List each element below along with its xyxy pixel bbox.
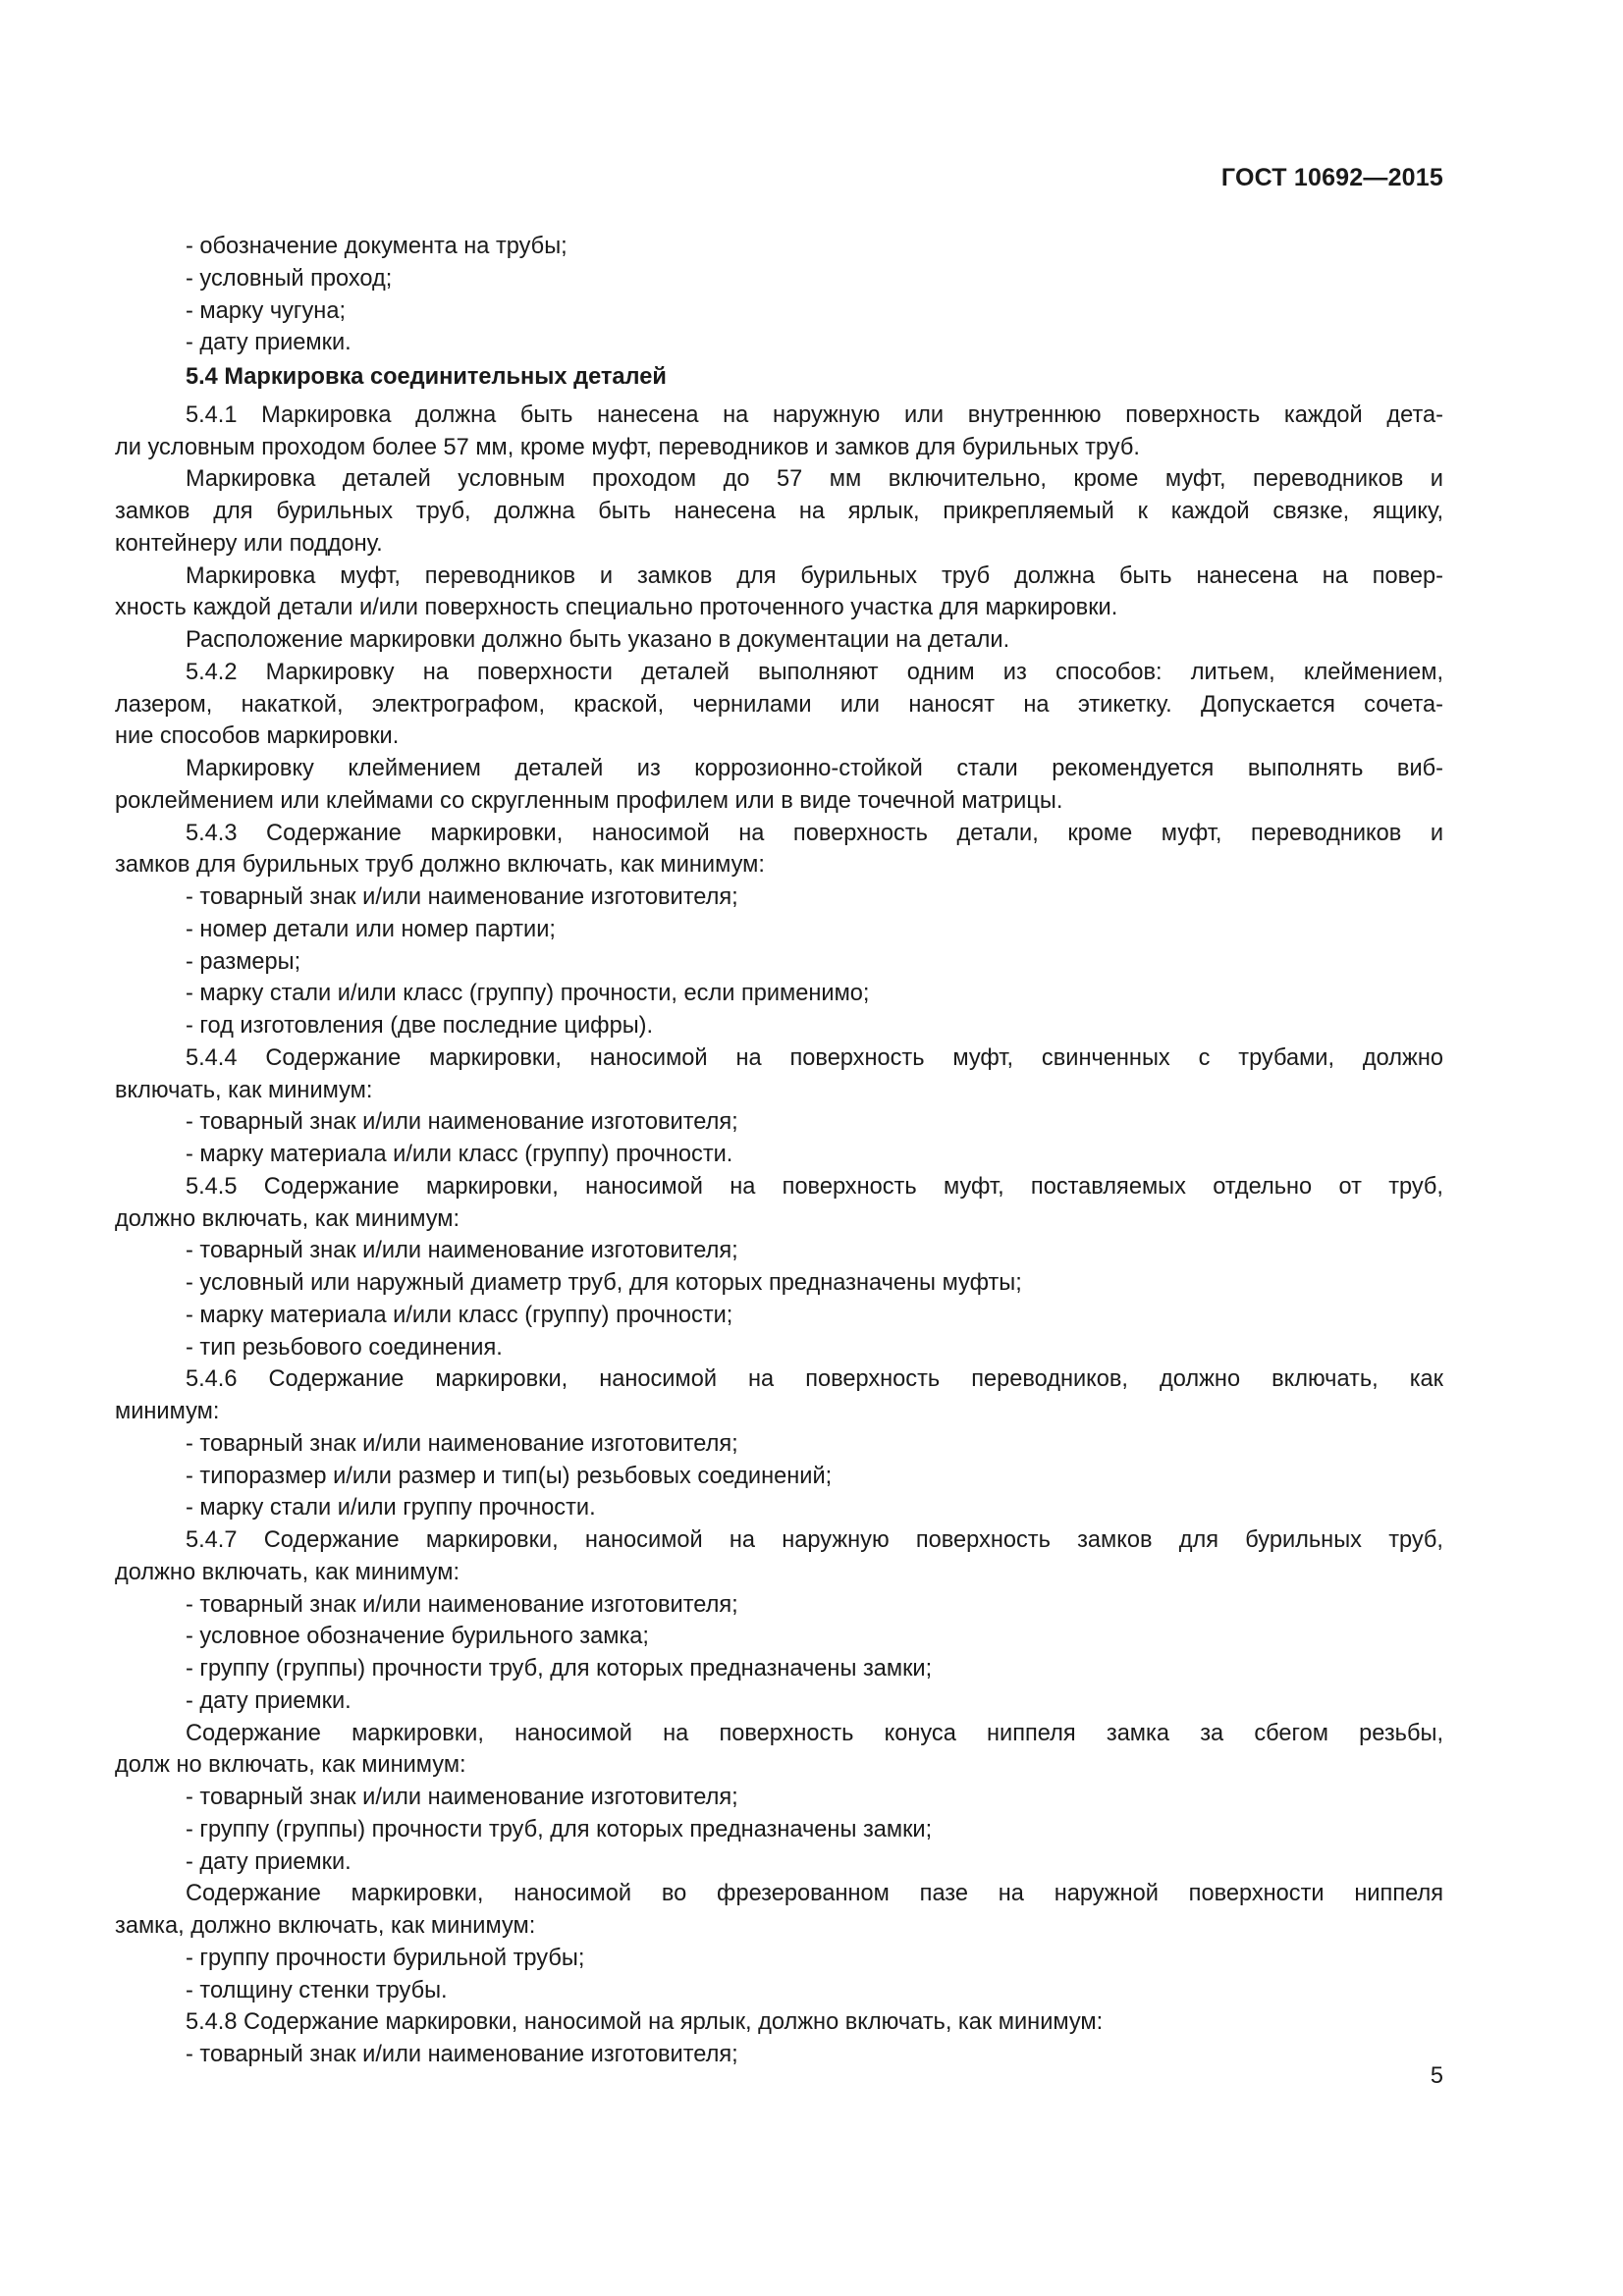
list-item: - обозначение документа на трубы; xyxy=(186,234,568,259)
list-item: - год изготовления (две последние цифры). xyxy=(186,1013,654,1039)
text-line: Расположение маркировки должно быть указано в документации на детали. xyxy=(186,627,1010,653)
list-item: - марку стали и/или группу прочности. xyxy=(186,1495,596,1522)
list-item: - товарный знак и/или наименование изготовителя; xyxy=(186,2042,738,2067)
section-text xyxy=(115,400,1443,2071)
text-line: 5.4.6 Содержание маркировки, наносимой на поверхность переводников, должно включать, как xyxy=(186,1366,1443,1393)
text-line: включать, как минимум: xyxy=(115,1077,373,1103)
text-line: 5.4.7 Содержание маркировки, наносимой на наружную поверхность замков для бурильных труб, xyxy=(186,1527,1443,1553)
text-line: Маркировку клеймением деталей из коррозионно-стойкой стали рекомендуется выполнять виб- xyxy=(186,756,1443,781)
text-line: 5.4.4 Содержание маркировки, наносимой на поверхность муфт, свинченных с трубами, должно xyxy=(186,1044,1443,1071)
document-body xyxy=(115,231,1443,2071)
text-line: контейнеру или поддону. xyxy=(115,530,383,557)
text-line: замков для бурильных труб, должна быть нанесена на ярлык, прикрепляемый к каждой связке, ящику, xyxy=(115,499,1443,524)
text-line: 5.4.1 Маркировка должна быть нанесена на наружную или внутреннюю поверхность каждой дета- xyxy=(186,401,1443,428)
text-line: долж но включать, как минимум: xyxy=(115,1752,466,1779)
list-item: - марку материала и/или класс (группу) прочности. xyxy=(186,1142,733,1167)
list-item: - марку материала и/или класс (группу) прочности; xyxy=(186,1302,733,1328)
list-item: - товарный знак и/или наименование изготовителя; xyxy=(186,1430,738,1457)
text-line: минимум: xyxy=(115,1399,220,1424)
list-item: - дату приемки. xyxy=(186,1848,352,1875)
text-line: лазером, накаткой, электрографом, краской, чернилами или наносят на этикетку. Допускается сочета- xyxy=(115,691,1443,718)
list-item: - размеры; xyxy=(186,948,301,975)
text-line: замков для бурильных труб должно включать, как минимум: xyxy=(115,852,765,879)
list-item: - марку стали и/или класс (группу) прочности, если применимо; xyxy=(186,981,870,1007)
text-line: 5.4.2 Маркировку на поверхности деталей выполняют одним из способов: литьем, клеймением, xyxy=(186,659,1443,685)
list-item: - дату приемки. xyxy=(186,1687,352,1714)
list-item: - товарный знак и/или наименование изготовителя; xyxy=(186,1591,738,1618)
list-item: - условный проход; xyxy=(186,265,393,292)
text-line: 5.4.8 Содержание маркировки, наносимой на ярлык, должно включать, как минимум: xyxy=(186,2009,1104,2036)
list-item: - типоразмер и/или размер и тип(ы) резьбовых соединений; xyxy=(186,1463,833,1489)
list-item: - группу прочности бурильной трубы; xyxy=(186,1945,585,1971)
section-heading: 5.4 Маркировка соединительных деталей xyxy=(186,364,667,390)
list-item: - толщину стенки трубы. xyxy=(186,1977,448,2003)
list-item: - товарный знак и/или наименование изготовителя; xyxy=(186,884,738,910)
text-line: 5.4.5 Содержание маркировки, наносимой на поверхность муфт, поставляемых отдельно от труб, xyxy=(186,1173,1443,1200)
text-line: ние способов маркировки. xyxy=(115,723,400,750)
text-line: Содержание маркировки, наносимой во фрезерованном пазе на наружной поверхности ниппеля xyxy=(186,1881,1443,1907)
list-item: - марку чугуна; xyxy=(186,297,347,324)
text-line: должно включать, как минимум: xyxy=(115,1559,460,1585)
text-line: Маркировка муфт, переводников и замков для бурильных труб должна быть нанесена на повер- xyxy=(186,562,1443,589)
list-item: - товарный знак и/или наименование изготовителя; xyxy=(186,1238,738,1264)
text-line: должно включать, как минимум: xyxy=(115,1205,460,1232)
list-item: - тип резьбового соединения. xyxy=(186,1334,503,1361)
text-line: роклеймением или клеймами со скругленным профилем или в виде точечной матрицы. xyxy=(115,787,1063,814)
list-item: - условное обозначение бурильного замка; xyxy=(186,1624,649,1650)
text-line: Содержание маркировки, наносимой на поверхность конуса ниппеля замка за сбегом резьбы, xyxy=(186,1720,1443,1746)
list-item: - товарный знак и/или наименование изготовителя; xyxy=(186,1785,738,1810)
list-item: - группу (группы) прочности труб, для которых предназначены замки; xyxy=(186,1816,933,1842)
list-item: - группу (группы) прочности труб, для которых предназначены замки; xyxy=(186,1656,933,1682)
text-line: ли условным проходом более 57 мм, кроме муфт, переводников и замков для бурильных труб. xyxy=(115,434,1140,460)
list-item: - условный или наружный диаметр труб, для которых предназначены муфты; xyxy=(186,1270,1022,1296)
bullet-list-top xyxy=(115,231,1443,359)
list-item: - дату приемки. xyxy=(186,330,352,356)
list-item: - номер детали или номер партии; xyxy=(186,916,556,942)
text-line: 5.4.3 Содержание маркировки, наносимой на поверхность детали, кроме муфт, переводников и xyxy=(186,820,1443,846)
list-item: - товарный знак и/или наименование изготовителя; xyxy=(186,1109,738,1136)
text-line: замка, должно включать, как минимум: xyxy=(115,1913,536,1939)
text-line: хность каждой детали и/или поверхность специально проточенного участка для маркировки. xyxy=(115,595,1118,621)
page-number: 5 xyxy=(1430,2063,1443,2089)
text-line: Маркировка деталей условным проходом до 57 мм включительно, кроме муфт, переводников и xyxy=(186,466,1443,493)
document-header: ГОСТ 10692—2015 xyxy=(1220,164,1443,191)
